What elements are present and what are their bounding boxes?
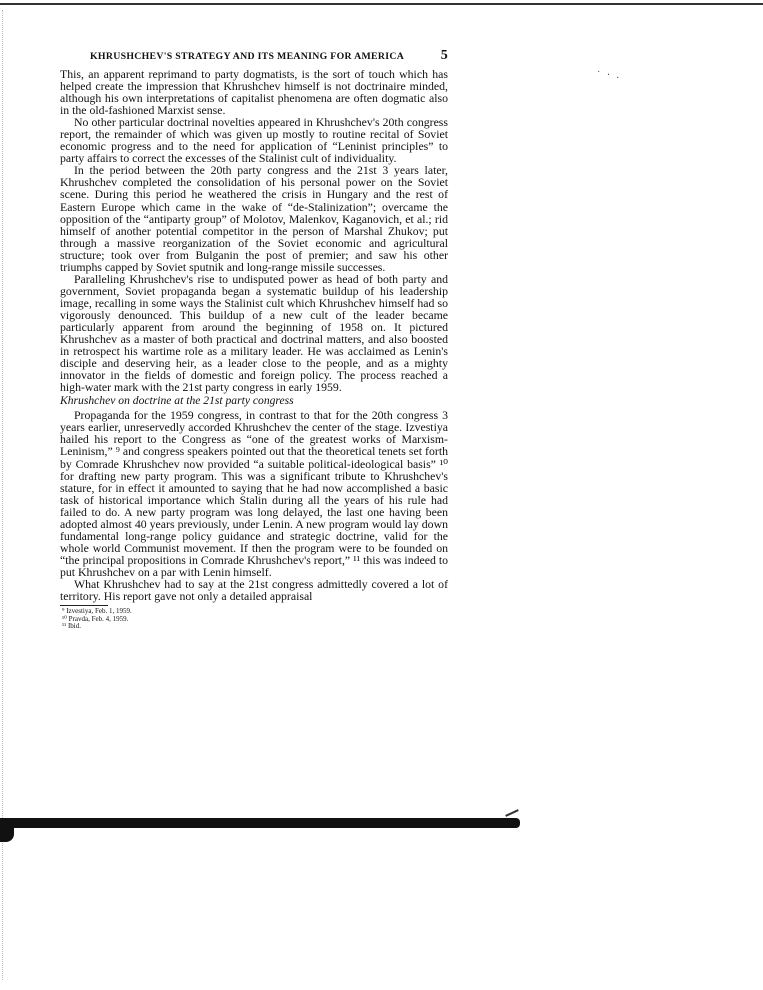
footnotes <box>60 608 448 631</box>
paragraph-3: In the period between the 20th party congress and the 21st 3 years later, Khrushchev completed the consolidation of his personal power on the Soviet scene. During this period he weathered the crisis in Hungary and the rest of Eastern Europe which came in the wake of “de-Stalinization”; overcame the opposition of the “antiparty group” of Molotov, Malenkov, Kaganovich, et al.; rid himself of another potential competitor in the person of Marshal Zhukov; put through a massive reorganization of the Soviet economic and agricultural structure; took over from Bulganin the post of premier; and saw his other triumphs capped by Soviet sputnik and long-range missile successes. <box>60 163 448 274</box>
paragraph-6: What Khrushchev had to say at the 21st congress admittedly covered a lot of territory. His report gave not only a detailed appraisal <box>60 576 448 604</box>
scan-mark <box>505 809 519 817</box>
footnote-10: ¹⁰ Pravda, Feb. 4, 1959. <box>62 614 129 623</box>
footnote-11: ¹¹ Ibid. <box>62 622 81 631</box>
footnote-rule <box>60 605 108 606</box>
running-title: KHRUSHCHEV'S STRATEGY AND ITS MEANING FOR AMERICA <box>90 51 405 62</box>
paragraph-5: Propaganda for the 1959 congress, in contrast to that for the 20th congress 3 years earlier, unreservedly accorded Khrushchev the center of the stage. Izvestiya hailed his report to the Congress as “one of the greatest works of Marxism-Leninism,” ⁹ and congress speakers pointed out that the theoretical tenets set forth by Comrade Khrushchev now provided “a suitable political-ideological basis” ¹⁰ for drafting new party program. This was a significant tribute to Khrushchev's stature, for in effect it amounted to saying that he had now accomplished a basic task of historical importance which Stalin during all the years of his rule had failed to do. A new party program was long delayed, the last one having been adopted almost 40 years previously, under Lenin. A new program would lay down fundamental long-range policy guidance and strategic doctrine, valid for the whole world Communist movement. If then the program were to be founded on “the principal propositions in Comrade Khrushchev's report,” ¹¹ this was indeed to put Khrushchev on a par with Lenin himself. <box>60 408 448 579</box>
document-page <box>60 48 448 631</box>
footnote-9: ⁹ Izvestiya, Feb. 1, 1959. <box>62 607 132 616</box>
scan-binding-shadow <box>0 818 520 828</box>
page-number: 5 <box>440 48 448 63</box>
body-text <box>60 68 448 602</box>
scan-top-edge <box>0 3 763 5</box>
paragraph-2: No other particular doctrinal novelties appeared in Khrushchev's 20th congress report, the remainder of which was given up mostly to routine recital of Soviet economic progress and to the need for application of “Leninist principles” to party affairs to correct the excesses of the Stalinist cult of individuality. <box>60 115 448 166</box>
section-subheading: Khrushchev on doctrine at the 21st party congress <box>60 394 294 408</box>
running-header <box>60 48 448 64</box>
paragraph-4: Paralleling Khrushchev's rise to undisputed power as head of both party and government, Soviet propaganda began a systematic buildup of his leadership image, recalling in some ways the Stalinist cult which Khrushchev himself had so vigorously denounced. This buildup of a new cult of the leader became particularly apparent from around the beginning of 1958 on. It pictured Khrushchev as a master of both practical and doctrinal matters, and also boosted in retrospect his wartime role as a military leader. He was acclaimed as Lenin's disciple and deserving heir, as a leader close to the people, and as a mighty innovator in the fields of domestic and foreign policy. The process reached a high-water mark with the 21st party congress in early 1959. <box>60 271 448 395</box>
scan-speck: ˙ ‧ . <box>597 70 622 81</box>
scan-binding-corner <box>0 818 14 842</box>
paragraph-1: This, an apparent reprimand to party dogmatists, is the sort of touch which has helped create the impression that Khrushchev himself is not doctrinaire minded, although his own interpretations of capitalist phenomena are often dogmatic also in the old-fashioned Marxist sense. <box>60 67 448 118</box>
